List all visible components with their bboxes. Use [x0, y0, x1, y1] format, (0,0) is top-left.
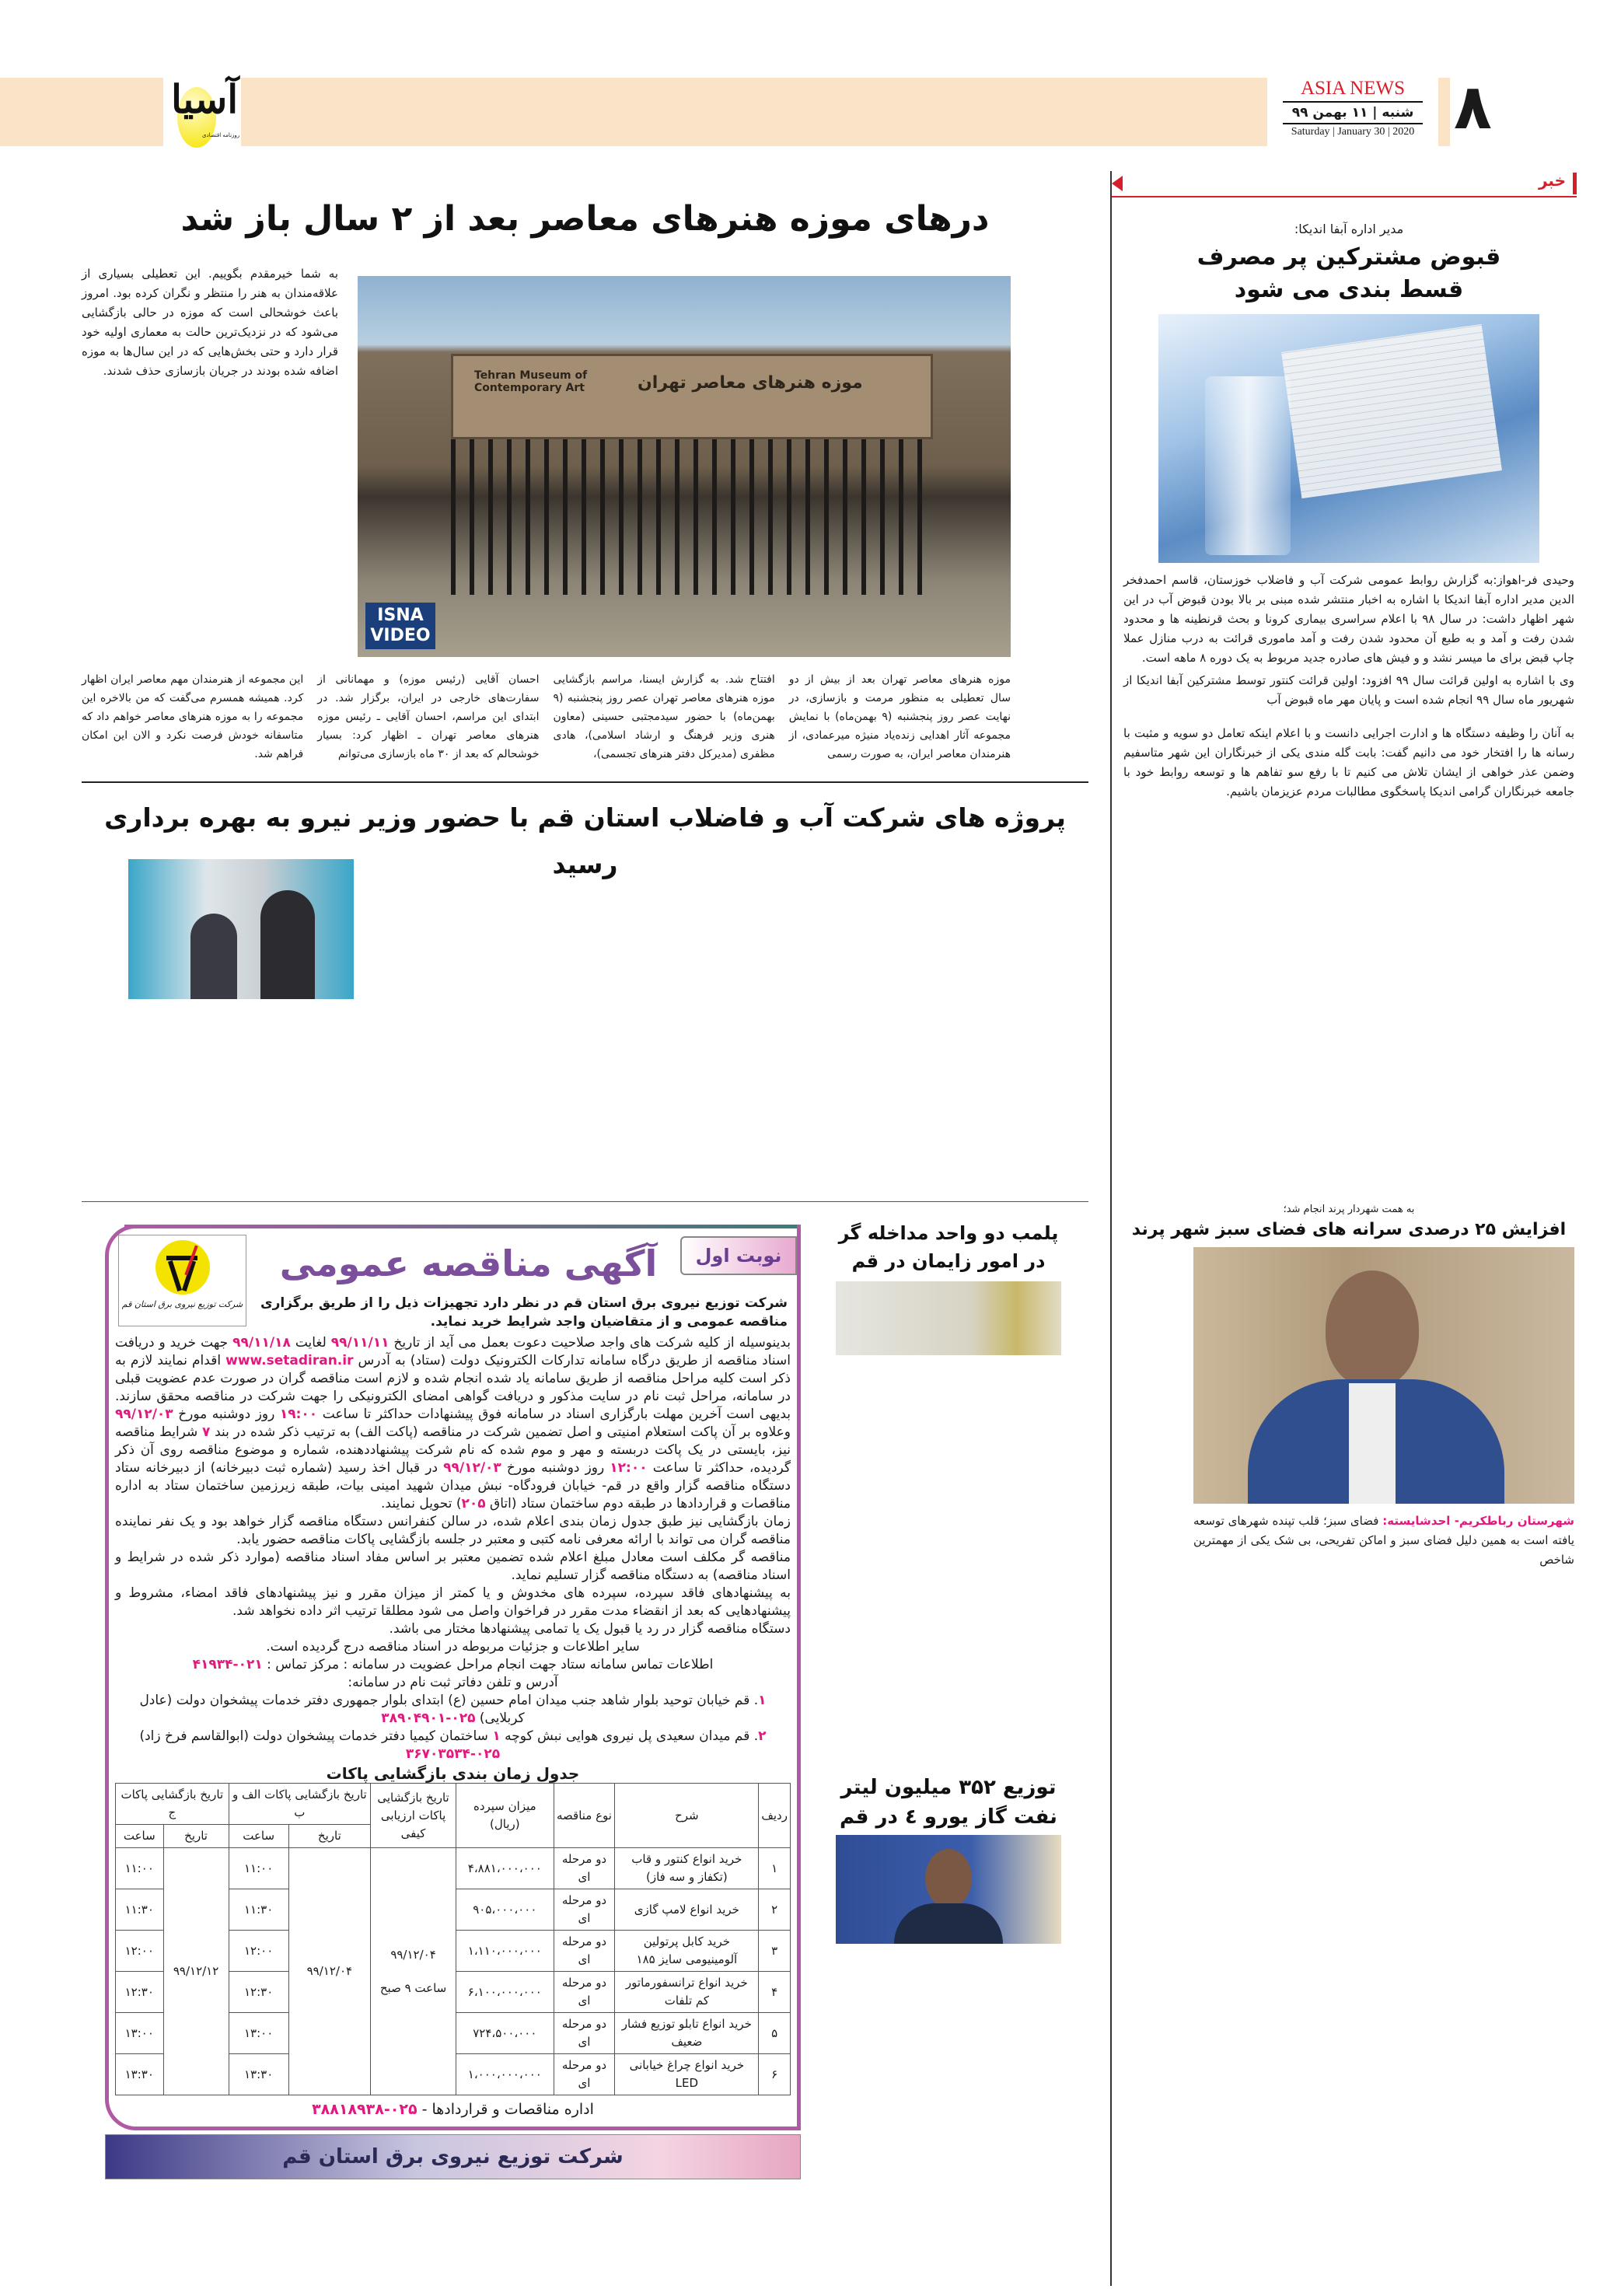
table-cell: خرید انواع چراغ خیابانی LED	[615, 2054, 759, 2095]
table-cell: ۱۲:۳۰	[229, 1972, 288, 2013]
table-cell: دو مرحله ای	[554, 1848, 615, 1889]
time: ۱۲:۰۰	[610, 1460, 648, 1476]
eval-date: ۹۹/۱۲/۰۴	[390, 1947, 436, 1962]
table-cell: ۱۱:۳۰	[116, 1889, 164, 1931]
date: ۹۹/۱۱/۱۱	[330, 1335, 390, 1351]
parand-article	[1123, 1204, 1574, 1570]
museum-sign-en: Tehran Museum of Contemporary Art	[474, 369, 588, 394]
table-cell: ۱	[759, 1848, 791, 1889]
parand-kicker: به همت شهردار پرند انجام شد؛	[1283, 1204, 1415, 1215]
table-cell: ۶	[759, 2054, 791, 2095]
photo-credit: ISNA VIDEO	[365, 603, 435, 649]
phone: ۰۲۵-۳۸۸۱۸۹۳۸	[312, 2101, 417, 2118]
number: ۱	[492, 1728, 501, 1744]
table-cell: ۱،۰۰۰،۰۰۰،۰۰۰	[456, 2054, 554, 2095]
ad-contact	[115, 1656, 791, 1674]
col-header: میزان سپرده (ریال)	[456, 1784, 554, 1848]
table-cell: خرید انواع تابلو توزیع فشار ضعیف	[615, 2013, 759, 2054]
table-cell: دو مرحله ای	[554, 1972, 615, 2013]
table-cell: ۱۳:۰۰	[229, 2013, 288, 2054]
table-cell: ۷۲۴،۵۰۰،۰۰۰	[456, 2013, 554, 2054]
number: ۱	[758, 1693, 767, 1708]
billing-headline: قبوض مشترکین پر مصرف قسط بندی می شود	[1197, 243, 1501, 303]
table-cell: ۱۳:۰۰	[116, 2013, 164, 2054]
water-projects-headline: پروژه های شرکت آب و فاضلاب استان قم با حضور وزیر نیرو به بهره برداری رسید	[104, 802, 1066, 879]
water-projects-photo	[128, 859, 354, 999]
parand-photo	[1193, 1247, 1574, 1504]
billing-kicker: مدیر اداره آبفا اندیکا:	[1294, 222, 1404, 236]
ad-offices-label: آدرس و تلفن دفاتر ثبت نام در سامانه:	[348, 1675, 558, 1690]
date-english: Saturday | January 30 | 2020	[1291, 126, 1415, 138]
table-cell: خرید کابل پرتولین آلومینیومی سایز ۱۸۵	[615, 1931, 759, 1972]
ad-office-2	[115, 1728, 791, 1763]
table-row	[116, 1848, 791, 1889]
museum-sign-fa: موزه هنرهای معاصر تهران	[638, 373, 863, 393]
text: در قبال اخذ رسید (شماره ثبت دبیرخانه) از دبیرخانه ستاد دستگاه مناقصه گزار واقع در قم- خیابان فرودگاه- نبش میدان شهید امینی بیات، طبقه زیرزمین ساختمان ستاد به اداره مناقصات و قراردادها در طبقه دوم ساختمان ستاد (اتاق	[115, 1460, 791, 1511]
ad-top-stripe	[124, 1225, 797, 1228]
right-column-divider	[1110, 171, 1112, 2286]
text: اقدام نمایند لازم به ذکر است کلیه مراحل مناقصه از طریق سامانه یاد شده انجام شده و لازم است مناقصه گران در صورت عدم عضویت قبلی در سامانه، مراحل ثبت نام در سایت مذکور و دریافت گواهی امضای الکترونیکی را جهت شرکت در مناقصه محقق سازند. بدیهی است آخرین مهلت بارگزاری اسناد در سامانه فوق پیشنهادات حداکثر تا ساعت	[115, 1353, 791, 1422]
table-cell: دو مرحله ای	[554, 1931, 615, 1972]
fuel-photo	[836, 1835, 1061, 1944]
col-header: تاریخ بازگشایی پاکات الف و ب	[229, 1784, 370, 1825]
text: بدینوسیله از کلیه شرکت های واجد صلاحیت دعوت بعمل می آید از تاریخ	[389, 1335, 791, 1351]
billing-article	[1123, 222, 1574, 805]
table-cell: ۹۰۵،۰۰۰،۰۰۰	[456, 1889, 554, 1931]
ad-footer	[115, 2099, 791, 2120]
billing-photo	[1158, 314, 1539, 563]
date: ۹۹/۱۲/۰۳	[443, 1460, 501, 1476]
table-cell: ۱۲:۳۰	[116, 1972, 164, 2013]
table-cell: ۴،۸۸۱،۰۰۰،۰۰۰	[456, 1848, 554, 1889]
text: ) تحویل نمایند.	[381, 1496, 462, 1511]
masthead-title: ASIA NEWS	[1300, 78, 1406, 99]
phone: ۰۲۵-۳۶۷۰۳۵۳۴	[405, 1746, 501, 1762]
tender-ad-wrapper	[105, 1225, 801, 2179]
museum-gate	[451, 439, 933, 595]
number: ۷	[202, 1424, 211, 1440]
eval-time: ساعت ۹ صبح	[379, 1980, 447, 1995]
text: جهت خرید و دریافت اسناد مناقصه از طریق درگاه سامانه تدارکات الکترونیک دولت (ستاد) به آدرس	[115, 1335, 791, 1368]
ad-logo	[118, 1235, 246, 1326]
logo-wordmark: آسیا	[171, 76, 239, 122]
section-arrow-icon	[1112, 176, 1123, 191]
table-cell: خرید انواع کنتور و قاب (تکفاز و سه فاز)	[615, 1848, 759, 1889]
fuel-headline: توزیع ۳۵۲ میلیون لیتر نفت گاز یورو ٤ در قم	[840, 1776, 1057, 1829]
col-header: تاریخ بازگشایی پاکات ج	[116, 1784, 229, 1825]
person-shirt	[1349, 1383, 1396, 1504]
museum-column: افتتاح شد. به گزارش ایسنا، مراسم بازگشایی موزه هنرهای معاصر تهران عصر روز پنجشنبه (۹ بهمن‌ماه) با حضور سیدمجتبی حسینی (معاون هنری وزیر فرهنگ و ارشاد اسلامی)، هادی مظفری (مدیرکل دفتر هنرهای تجسمی)،	[553, 673, 775, 760]
power-company-logo-icon	[155, 1240, 210, 1295]
phone: ۰۲۱-۴۱۹۳۴	[192, 1657, 263, 1672]
table-cell: ۱۳:۳۰	[116, 2054, 164, 2095]
person-head	[925, 1849, 972, 1908]
table-cell: ۹۹/۱۲/۰۴	[288, 1848, 370, 2095]
table-cell: ۱۱:۰۰	[116, 1848, 164, 1889]
bill-paper	[1281, 324, 1502, 498]
billing-paragraph: به آنان را وظیفه دستگاه ها و ادارت اجرایی دانست و با اعلام اینکه تعامل دو سویه و مثبت با رسانه ها را افتخار خود می دانیم گفت: بابت گله مندی یکی از خبرنگاران این شهر متاسفیم وضمن عذر خواهی از ایشان تلاش می کنیم تا با رفع سو تفاهم ها و توسعه روابط خود با جامعه خبرنگاران گرامی اندیکا پاسخگوی مطالبات مردم عزیزمان باشیم.	[1123, 726, 1574, 799]
ad-body	[260, 1294, 791, 1331]
col-header: ردیف	[759, 1784, 791, 1848]
ad-paragraph-1	[115, 1334, 791, 1513]
ad-paragraph: مناقصه گر مکلف است معادل مبلغ اعلام شده تضمین معتبر بر اساس مفاد اسناد مناقصه (موارد ذکر شده در شرایط و اسناد مناقصه) به دستگاه مناقصه گزار تسلیم نماید.	[115, 1550, 791, 1583]
logo-subtitle: روزنامه اقتصادی	[202, 132, 240, 138]
time: ۱۹:۰۰	[279, 1407, 318, 1422]
col-subheader: ساعت	[229, 1825, 288, 1848]
table-cell: ۱۳:۳۰	[229, 2054, 288, 2095]
date-persian: شنبه | ۱۱ بهمن ۹۹	[1291, 105, 1414, 121]
ad-intro: شرکت توزیع نیروی برق استان قم در نظر دارد تجهیزات ذیل را از طریق برگزاری مناقصه عمومی و از متقاضیان واجد شرایط خرید نماید.	[260, 1295, 788, 1330]
text: . قم میدان سعیدی پل نیروی هوایی نبش کوچه	[500, 1728, 759, 1744]
ad-paragraph: زمان بازگشایی نیز طبق جدول زمان بندی اعلام شده، در سالن کنفرانس دستگاه مناقصه گزار خواهد بود و یک نفر نماینده مناقصه گران می تواند با ارائه معرفی نامه کتبی و معتبر در جلسه بازگشایی پاکات مناقصه حضور یابد.	[115, 1514, 791, 1547]
text: . قم خیابان توحید بلوار شاهد جنب میدان امام حسین (ع) ابتدای بلوار جمهوری دفتر خدمات پیشخوان دولت (عادل کربلایی)	[139, 1693, 759, 1726]
room-number: ۲۰۵	[461, 1496, 486, 1511]
text: شرایط مناقصه نیز، بایستی در یک پاکت دربسته و مهر و موم شده که نام شرکت پیشنهاددهنده، شماره و موضوع مناقصه روی آن ذکر گردیده، حداکثر تا ساعت	[115, 1424, 791, 1476]
ad-paragraph: به پیشنهادهای فاقد سپرده، سپرده های مخدوش و یا کمتر از میزان مقرر و نیز پیشنهادهای فاقد امضاء، مشروط و پیشنهادهایی که بعد از انقضاء مدت مقرر در فراخوان واصل می شود مطلقا ترتیب اثر داده نخواهد شد.	[115, 1585, 791, 1619]
col-subheader: تاریخ	[288, 1825, 370, 1848]
ad-banner	[105, 2134, 801, 2179]
seal-photo	[836, 1281, 1061, 1355]
table-cell: دو مرحله ای	[554, 2013, 615, 2054]
table-cell: ۱۲:۰۰	[229, 1931, 288, 1972]
text: اطلاعات تماس سامانه ستاد جهت انجام مراحل عضویت در سامانه : مرکز تماس :	[262, 1657, 714, 1672]
eval-date-cell	[371, 1848, 456, 2095]
museum-column: موزه هنرهای معاصر تهران بعد از بیش از دو سال تعطیلی به منظور مرمت و بازسازی، در نهایت عصر روز پنجشنبه (۹ بهمن‌ماه) با نمایش مجموعه آثار اهدایی زنده‌یاد منیژه میرعمادی، از هنرمندان معاصر ایران، به صورت رسمی	[788, 673, 1011, 760]
billing-paragraph: وحیدی فر-اهواز:به گزارش روابط عمومی شرکت آب و فاضلاب خوزستان، قاسم احمدفخر الدین مدیر اداره آبفا اندیکا با اشاره به اخبار منتشر شده مبنی بر بالا بودن قبوض آب در این شهر اظهار داشت: در سال ۹۸ با اعلام سراسری بیماری کرونا و بحث قرنطینه ها و محدود شدن رفت و آمد و به طبع آن محدود شدن رفت و آمد ماموری قرائت به درب منازل عملا چاپ قبض برای ما میسر نشد و و فیش های صادره جدید مربوط به یک دوره ۸ ماهه است.	[1123, 573, 1574, 665]
museum-headline: درهای موزه هنرهای معاصر بعد از ۲ سال باز شد	[180, 199, 990, 239]
table-cell: ۱۲:۰۰	[116, 1931, 164, 1972]
tender-ad	[105, 1225, 801, 2130]
ad-logo-caption: شرکت توزیع نیروی برق استان قم	[121, 1299, 243, 1309]
ad-badge: نوبت اول	[680, 1236, 797, 1275]
museum-column: این مجموعه از هنرمندان مهم معاصر ایران اظهار کرد. همیشه همسرم می‌گفت که من بالاخره این مجموعه را به موزه هنرهای معاصر خواهم داد که متاسفانه خودش فرصت نکرد و الان این امکان فراهم شد.	[82, 673, 304, 760]
date: ۹۹/۱۱/۱۸	[232, 1335, 291, 1351]
ad-paragraph: دستگاه مناقصه گزار در رد یا قبول یک یا تمامی پیشنهادها مختار می باشد.	[389, 1621, 791, 1637]
table-cell: ۴	[759, 1972, 791, 2013]
table-cell: ۵	[759, 2013, 791, 2054]
parand-headline: افزایش ۲۵ درصدی سرانه های فضای سبز شهر پرند	[1131, 1220, 1567, 1239]
table-cell: خرید انواع لامپ گازی	[615, 1889, 759, 1931]
masthead-box	[1283, 78, 1423, 138]
setadiran-link[interactable]: www.setadiran.ir	[225, 1353, 354, 1368]
text: لغایت	[290, 1335, 331, 1351]
billing-paragraph: وی با اشاره به اولین قرائت سال ۹۹ افزود: اولین قرائت کنتور توسط مشترکین آبفا اندیکا از شهریور ماه سال ۹۹ انجام شده است و پایان مهر ماه قبوض آب	[1123, 673, 1574, 707]
person-figure	[260, 890, 315, 999]
col-header: تاریخ بازگشایی پاکات ارزیابی کیفی	[371, 1784, 456, 1848]
table-cell: ۱۱:۳۰	[229, 1889, 288, 1931]
section-title: خبر	[1538, 171, 1566, 190]
section-bar-icon	[1573, 173, 1577, 194]
ad-main-text	[109, 1228, 797, 2127]
parand-lead: فضای سبز؛ قلب تپنده شهرهای توسعه یافته است به همین دلیل فضای سبز و اماکن تفریحی، بی شک یکی از مهمترین شاخص	[1193, 1514, 1574, 1567]
col-header: نوع مناقصه	[554, 1784, 615, 1848]
page-number: ۸	[1454, 71, 1492, 143]
ad-paragraph: سایر اطلاعات و جزئیات مربوطه در اسناد مناقصه درج گردیده است.	[266, 1639, 640, 1655]
text: روز دوشنبه مورخ	[173, 1407, 280, 1422]
museum-columns	[82, 670, 1011, 764]
ad-office-1	[115, 1692, 791, 1728]
text: روز دوشنبه مورخ	[501, 1460, 610, 1476]
table-cell: ۲	[759, 1889, 791, 1931]
text: اداره مناقصات و قراردادها -	[421, 2101, 594, 2118]
number: ۲	[758, 1728, 767, 1744]
ad-banner-text: شرکت توزیع نیروی برق استان قم	[282, 2145, 624, 2168]
phone: ۰۲۵-۳۸۹۰۴۹۰۱	[381, 1711, 476, 1726]
museum-facade	[451, 354, 933, 439]
logo-box	[163, 72, 241, 157]
table-cell: ۹۹/۱۲/۱۲	[163, 1848, 229, 2095]
table-cell: دو مرحله ای	[554, 2054, 615, 2095]
col-subheader: ساعت	[116, 1825, 164, 1848]
date: ۹۹/۱۲/۰۳	[115, 1407, 173, 1422]
water-glass	[1205, 376, 1291, 555]
schedule-table	[115, 1783, 791, 2095]
text: ساختمان کیمیا دفتر خدمات پیشخوان دولت (ابوالقاسم فرخ زاد)	[139, 1728, 493, 1744]
museum-photo	[358, 276, 1011, 657]
museum-column: احسان آقایی (رئیس موزه) و مهمانانی از سفارت‌های خارجی در ایران، برگزار شد. در ابتدای این مراسم، احسان آقایی ـ رئیس موزه هنرهای معاصر تهران ـ اظهار کرد: بسیار خوشحالم که بعد از ۳۰ ماه بازسازی می‌توانم	[317, 673, 540, 760]
header-band-right	[1438, 78, 1450, 146]
table-cell: ۳	[759, 1931, 791, 1972]
schedule-title: جدول زمان بندی بازگشایی پاکات	[326, 1764, 580, 1783]
table-cell: ۱،۱۱۰،۰۰۰،۰۰۰	[456, 1931, 554, 1972]
person-suit	[894, 1903, 1003, 1944]
museum-side-text: به شما خیرمقدم بگوییم. این تعطیلی بسیاری از علاقه‌مندان به هنر را منتظر و نگران کرده بود. امروز باعث خوشحالی است که موزه در حالی بازگشایی می‌شود که در نزدیک‌ترین حالت به معماری اولیه خود قرار دارد و حتی بخش‌هایی که در این سال‌ها به موزه اضافه شده بودند در جریان بازسازی حذف شدند.	[82, 267, 338, 378]
parand-byline: شهرستان رباطکریم- احدشایسته:	[1382, 1514, 1575, 1528]
ad-title: آگهی مناقصه عمومی	[279, 1242, 658, 1284]
bottom-divider	[82, 1201, 1088, 1202]
col-subheader: تاریخ	[163, 1825, 229, 1848]
person-head	[1326, 1270, 1419, 1387]
text: وعلاوه بر آن پاکت استعلام امنیتی و اصل تضمین شرکت در مناقصه (پاکت الف) به ترتیب ذکر شده در بند	[210, 1424, 791, 1440]
seal-headline: پلمب دو واحد مداخله گر در امور زایمان در قم	[838, 1222, 1059, 1272]
col-header: شرح	[615, 1784, 759, 1848]
person-figure	[190, 914, 237, 999]
divider	[82, 781, 1088, 783]
table-cell: ۶،۱۰۰،۰۰۰،۰۰۰	[456, 1972, 554, 2013]
section-label	[1112, 171, 1577, 197]
table-cell: خرید انواع ترانسفورماتور کم تلفات	[615, 1972, 759, 2013]
table-cell: ۱۱:۰۰	[229, 1848, 288, 1889]
table-cell: دو مرحله ای	[554, 1889, 615, 1931]
